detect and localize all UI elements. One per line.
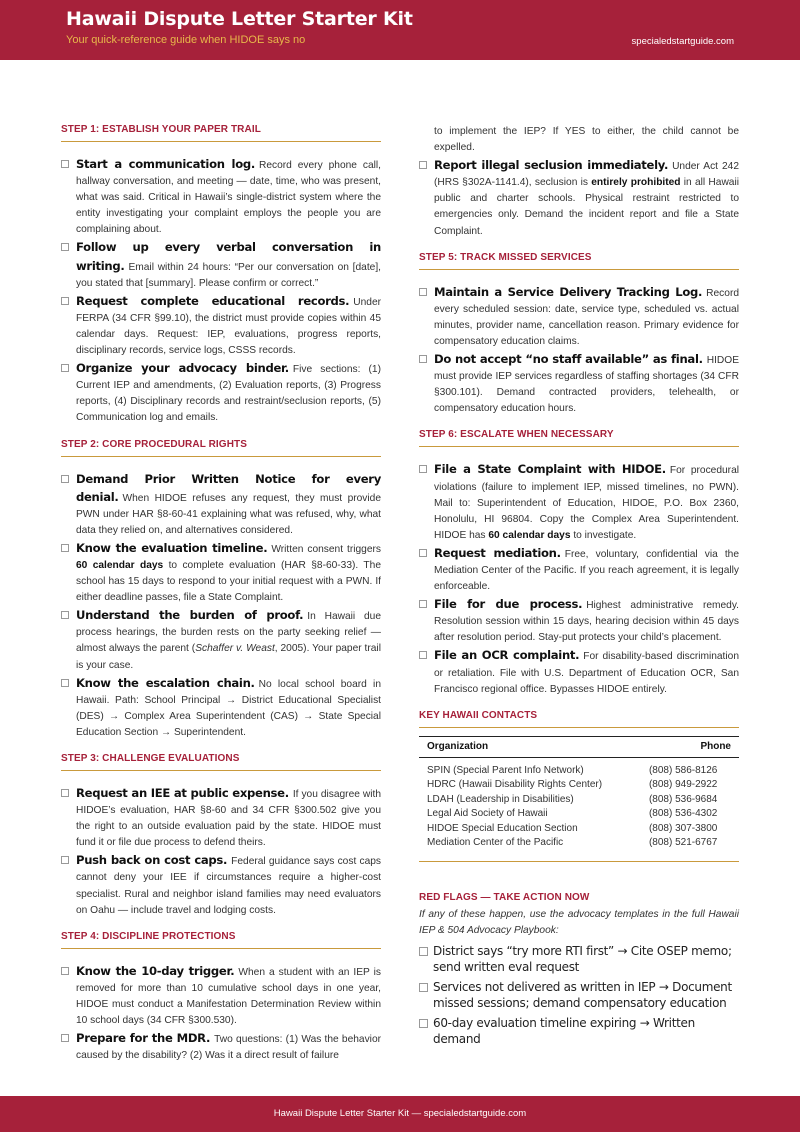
item-lead: Demand Prior Written Notice for every denial. bbox=[76, 471, 381, 504]
checkbox-icon[interactable] bbox=[419, 600, 427, 608]
contact-org: Mediation Center of the Pacific bbox=[427, 837, 564, 849]
redflag-item[interactable] bbox=[419, 979, 739, 1012]
item-lead: Follow up every verbal conversation in writing. bbox=[76, 240, 381, 273]
item-continuation: to implement the IEP? If YES to either, the child cannot be expelled. bbox=[434, 126, 739, 154]
contacts-table bbox=[419, 736, 739, 861]
table-row bbox=[419, 822, 739, 837]
checklist-item[interactable] bbox=[419, 596, 739, 646]
checkbox-icon[interactable] bbox=[61, 160, 69, 168]
redflag-text: District says “try more RTI first” → Cite OSEP memo; send written eval request bbox=[433, 943, 732, 975]
item-lead: Request complete educational records. bbox=[76, 293, 350, 308]
step6-heading: STEP 6: ESCALATE WHEN NECESSARY bbox=[419, 429, 739, 447]
contact-org: Legal Aid Society of Hawaii bbox=[427, 808, 548, 820]
checkbox-icon[interactable] bbox=[61, 364, 69, 372]
checklist-item[interactable] bbox=[61, 607, 381, 673]
page-header bbox=[0, 0, 800, 60]
item-text: Under Act 242 (HRS §302A-1141.4), seclusion is bbox=[434, 161, 739, 189]
item-text: No local school board in Hawaii. Path: School Principal → District Educational Specialist (DES) → Complex Area Superintendent (CAS) → State Special Education Section → Superintendent. bbox=[76, 678, 381, 738]
checkbox-icon[interactable] bbox=[61, 1034, 69, 1042]
contact-phone: (808) 536-4302 bbox=[648, 808, 718, 820]
left-column bbox=[61, 124, 381, 1065]
item-lead: Report illegal seclusion immediately. bbox=[434, 158, 669, 173]
item-text: If you disagree with HIDOE’s evaluation, HAR §8-60 and 34 CFR §300.502 give you the right to an outside evaluation paid by the state. HIDOE must fund it or file due process to defend theirs. bbox=[76, 789, 381, 849]
checklist-item[interactable] bbox=[61, 471, 381, 539]
checkbox-icon[interactable] bbox=[61, 297, 69, 305]
checklist-item[interactable] bbox=[419, 461, 739, 543]
checklist-item[interactable] bbox=[61, 360, 381, 426]
checkbox-icon[interactable] bbox=[61, 679, 69, 687]
case-citation: Schaffer v. Weast bbox=[195, 643, 275, 655]
contact-org: HDRC (Hawaii Disability Rights Center) bbox=[427, 779, 603, 791]
item-text: to investigate. bbox=[573, 529, 637, 541]
checkbox-icon[interactable] bbox=[419, 947, 428, 956]
item-lead: Know the escalation chain. bbox=[76, 675, 255, 690]
checklist-item[interactable] bbox=[61, 1030, 381, 1064]
table-row bbox=[419, 807, 739, 822]
item-text: in all Hawaii public and charter schools. Physical restraint restricted to emergencies only. Demand the incident report and file a State Complaint. bbox=[434, 177, 739, 237]
checkbox-icon[interactable] bbox=[61, 611, 69, 619]
checkbox-icon[interactable] bbox=[419, 1019, 428, 1028]
checklist-item[interactable] bbox=[419, 647, 739, 697]
item-text: Free, voluntary, confidential via the Mediation Center of the Pacific. If you reach agreement, it is legally enforceable. bbox=[434, 548, 740, 593]
checklist-item[interactable] bbox=[419, 284, 739, 350]
item-lead: Start a communication log. bbox=[76, 157, 255, 171]
column-header-organization: Organization bbox=[419, 736, 641, 757]
checklist-item[interactable] bbox=[61, 963, 381, 1029]
checklist-item[interactable] bbox=[61, 852, 381, 918]
item-text: to complete evaluation (HAR §8-60-33). The school has 15 days to respond to your initial request with a PWN. If either deadline passes, file a State Complaint. bbox=[76, 559, 381, 604]
checkbox-icon[interactable] bbox=[419, 161, 427, 169]
item-lead: File a State Complaint with HIDOE. bbox=[434, 462, 666, 477]
checkbox-icon[interactable] bbox=[419, 651, 427, 659]
item-emphasis: 60 calendar days bbox=[488, 529, 571, 541]
contact-org: LDAH (Leadership in Disabilities) bbox=[427, 793, 574, 805]
redflag-text: 60-day evaluation timeline expiring → Written demand bbox=[433, 1015, 695, 1047]
contact-phone: (808) 521-6767 bbox=[648, 837, 718, 849]
checklist-item[interactable] bbox=[419, 351, 739, 417]
contact-org: SPIN (Special Parent Info Network) bbox=[427, 764, 584, 776]
checkbox-icon[interactable] bbox=[61, 475, 69, 483]
item-text: Highest administrative remedy. Resolution session within 15 days, hearing decision within 45 days after resolution period. Stay-put protects your child’s placement. bbox=[434, 600, 739, 644]
checklist-item[interactable] bbox=[61, 156, 381, 238]
item-lead: Know the evaluation timeline. bbox=[76, 540, 268, 555]
checkbox-icon[interactable] bbox=[419, 983, 428, 992]
redflag-item[interactable] bbox=[419, 943, 739, 976]
item-text: Record every scheduled session: date, service type, scheduled vs. actual minutes, provider name, cancellation reason. Primary evidence for compensatory education claims. bbox=[434, 287, 739, 347]
item-text: Written consent triggers bbox=[271, 543, 381, 555]
item-lead: Do not accept “no staff available” as final. bbox=[434, 352, 703, 367]
checklist-item[interactable] bbox=[419, 157, 739, 239]
step5-heading: STEP 5: TRACK MISSED SERVICES bbox=[419, 252, 739, 270]
redflags-heading: RED FLAGS — TAKE ACTION NOW bbox=[419, 891, 590, 903]
item-lead: Request mediation. bbox=[434, 545, 561, 560]
item-text: , 2005). Your paper trail is your case. bbox=[76, 643, 381, 671]
item-text: HIDOE must provide IEP services regardless of staffing shortages (34 CFR §300.101). Demand contracted providers, telehealth, or compensatory education hours. bbox=[434, 355, 739, 415]
step1-heading: STEP 1: ESTABLISH YOUR PAPER TRAIL bbox=[61, 124, 381, 142]
table-row bbox=[419, 778, 739, 793]
item-lead: File for due process. bbox=[434, 597, 583, 612]
page-footer: Hawaii Dispute Letter Starter Kit — specialedstartguide.com bbox=[0, 1096, 800, 1132]
checklist-item[interactable] bbox=[61, 675, 381, 741]
table-divider bbox=[419, 861, 739, 862]
checkbox-icon[interactable] bbox=[419, 549, 427, 557]
checkbox-icon[interactable] bbox=[419, 288, 427, 296]
item-emphasis: entirely prohibited bbox=[591, 177, 681, 189]
item-text: For procedural violations (failure to implement IEP, missed timelines, no PWN). Mail to: Superintendent of Education, HIDOE, P.O. Box 2360, Honolulu, HI 96804. Copy the Complex Area Superintendent. HIDOE has bbox=[434, 465, 740, 541]
column-header-phone: Phone bbox=[641, 736, 739, 757]
item-text: Federal guidance says cost caps cannot deny your IEE if circumstances require a higher-cost specialist. Rural and neighbor island families may need evaluators on Oahu — include travel and lodging costs. bbox=[76, 856, 381, 916]
checklist-item[interactable] bbox=[61, 540, 381, 606]
contacts-heading: KEY HAWAII CONTACTS bbox=[419, 710, 739, 728]
redflag-text: Services not delivered as written in IEP → Document missed sessions; demand compensatory education bbox=[433, 979, 732, 1011]
item-text: Record every phone call, hallway conversation, and meeting — date, time, who was present, what was said. Critical in Hawaii’s single-district system where the entity investigating your complaint employs the people you are complaining about. bbox=[76, 160, 381, 236]
item-text: Five sections: (1) Current IEP and amendments, (2) Evaluation reports, (3) Progress reports, (4) Disciplinary records and restraint/seclusion reports, (5) Communication log and emails. bbox=[76, 364, 381, 424]
item-emphasis: 60 calendar days bbox=[76, 559, 164, 571]
table-row bbox=[419, 836, 739, 861]
item-lead: Push back on cost caps. bbox=[76, 853, 228, 868]
checklist-item[interactable] bbox=[61, 785, 381, 851]
contact-phone: (808) 586-8126 bbox=[648, 764, 718, 776]
step3-heading: STEP 3: CHALLENGE EVALUATIONS bbox=[61, 753, 381, 771]
contact-phone: (808) 536-9684 bbox=[648, 793, 718, 805]
item-lead: Understand the burden of proof. bbox=[76, 608, 304, 623]
page-subtitle: Your quick-reference guide when HIDOE says no bbox=[66, 34, 306, 46]
checklist-item[interactable] bbox=[61, 293, 381, 359]
item-lead: Know the 10-day trigger. bbox=[76, 963, 235, 978]
checkbox-icon[interactable] bbox=[61, 243, 69, 251]
item-text: For disability-based discrimination or retaliation. File with U.S. Department of Education OCR, San Francisco regional office. Bypasses HIDOE entirely. bbox=[434, 651, 739, 695]
checkbox-icon[interactable] bbox=[61, 856, 69, 864]
contact-phone: (808) 307-3800 bbox=[648, 822, 718, 834]
item-lead: Maintain a Service Delivery Tracking Log. bbox=[434, 284, 703, 299]
checklist-item[interactable] bbox=[419, 545, 739, 595]
contact-phone: (808) 949-2922 bbox=[648, 779, 718, 791]
item-text: When HIDOE refuses any request, they must provide PWN under HAR §8-60-41 explaining what was refused, why, what data they relied on, and alternatives considered. bbox=[76, 492, 381, 536]
step2-heading: STEP 2: CORE PROCEDURAL RIGHTS bbox=[61, 439, 381, 457]
item-lead: Prepare for the MDR. bbox=[76, 1031, 211, 1046]
table-row bbox=[419, 793, 739, 808]
item-lead: Request an IEE at public expense. bbox=[76, 786, 289, 800]
contact-org: HIDOE Special Education Section bbox=[427, 822, 578, 834]
header-site-link[interactable]: specialedstartguide.com bbox=[631, 36, 734, 47]
checkbox-icon[interactable] bbox=[61, 967, 69, 975]
item-lead: Organize your advocacy binder. bbox=[76, 361, 289, 376]
checkbox-icon[interactable] bbox=[61, 789, 69, 797]
redflag-item[interactable] bbox=[419, 1015, 739, 1048]
checklist-item[interactable] bbox=[61, 239, 381, 291]
right-column bbox=[419, 124, 739, 1051]
page-title: Hawaii Dispute Letter Starter Kit bbox=[66, 8, 413, 30]
item-text: When a student with an IEP is removed for more than 10 cumulative school days in one year, HIDOE must conduct a Manifestation Determination Review within 10 school days (34 CFR §300.530). bbox=[76, 966, 381, 1027]
checkbox-icon[interactable] bbox=[419, 465, 427, 473]
checkbox-icon[interactable] bbox=[61, 544, 69, 552]
redflags-intro: If any of these happen, use the advocacy templates in the full Hawaii IEP & 504 Advocacy Playbook: bbox=[419, 908, 739, 936]
item-lead: File an OCR complaint. bbox=[434, 648, 580, 663]
item-text: Under FERPA (34 CFR §99.10), the district must provide copies within 45 calendar days. Request: IEP, evaluations, progress reports, disciplinary records, service logs, CSSS records. bbox=[76, 296, 381, 357]
item-text: In Hawaii due process hearings, the burden rests on the party seeking relief — almost always the parent ( bbox=[76, 611, 382, 655]
step4-heading: STEP 4: DISCIPLINE PROTECTIONS bbox=[61, 931, 381, 949]
item-text: Two questions: (1) Was the behavior caused by the disability? (2) Was it a direct result of failure bbox=[76, 1034, 382, 1062]
checkbox-icon[interactable] bbox=[419, 355, 427, 363]
item-text: Email within 24 hours: “Per our conversation on [date], you stated that [summary]. Please confirm or correct.” bbox=[76, 261, 381, 289]
table-row bbox=[419, 757, 739, 778]
